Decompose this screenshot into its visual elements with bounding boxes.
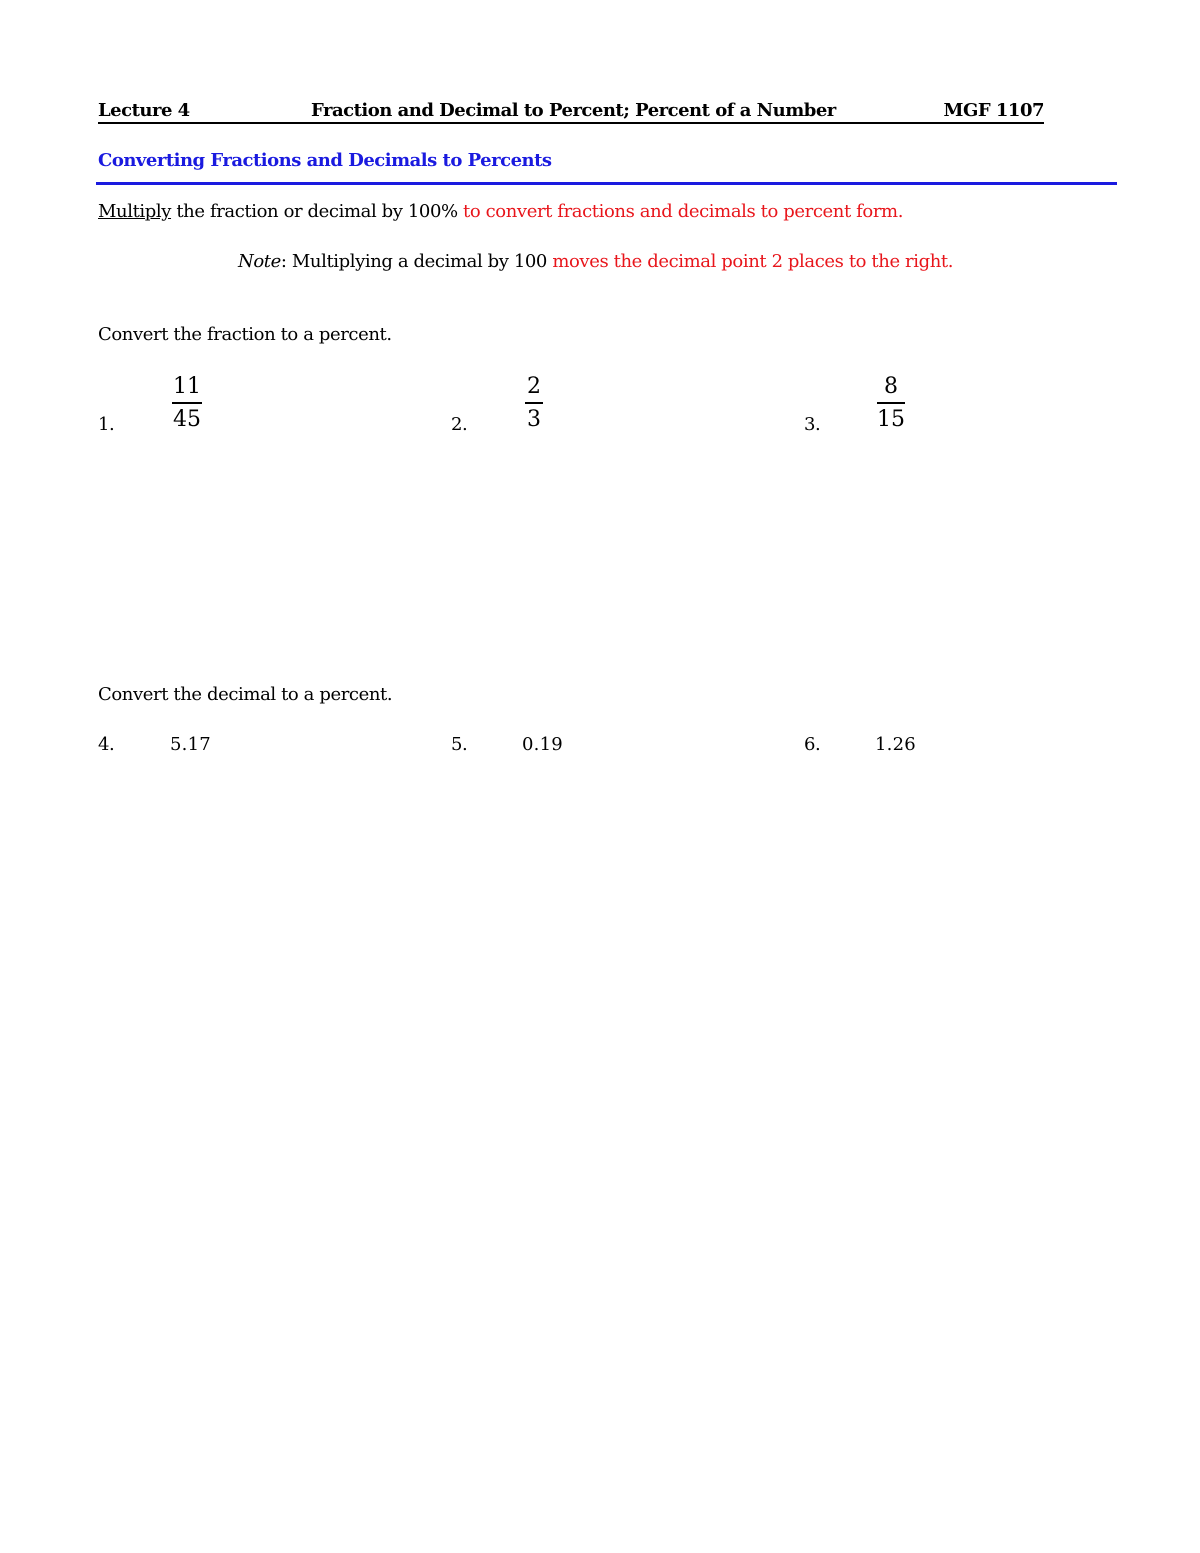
header-course: MGF 1107: [943, 100, 1044, 121]
problem-1-fraction: [170, 374, 204, 433]
rule-keyword: Multiply: [98, 201, 172, 222]
fraction-bar: [172, 402, 202, 404]
problem-1-numerator: 11: [173, 374, 201, 399]
fraction-bar: [877, 402, 905, 404]
header-lecture: Lecture 4: [98, 100, 190, 121]
page-header: [98, 98, 1044, 124]
problem-6-number: 6.: [804, 734, 821, 755]
header-topic: Fraction and Decimal to Percent; Percent of a Number: [311, 100, 836, 121]
note-text: : Multiplying a decimal by 100: [280, 251, 547, 272]
problem-2-numerator: 2: [527, 374, 541, 399]
fraction-prompt: Convert the fraction to a percent.: [98, 324, 392, 345]
rule-statement: [98, 201, 903, 222]
problem-1-number: 1.: [98, 414, 115, 435]
problem-3-denominator: 15: [877, 406, 905, 432]
problem-3-fraction: [875, 374, 907, 433]
problem-3-number: 3.: [804, 414, 821, 435]
problem-4-value: 5.17: [170, 734, 211, 755]
problem-2-fraction: [523, 374, 545, 433]
problem-2-number: 2.: [451, 414, 468, 435]
section-title: Converting Fractions and Decimals to Percents: [98, 150, 552, 171]
fraction-bar: [525, 402, 543, 404]
problem-3-numerator: 8: [884, 374, 898, 399]
note-statement: [238, 251, 953, 272]
decimal-prompt: Convert the decimal to a percent.: [98, 684, 393, 705]
problem-1-denominator: 45: [173, 406, 201, 432]
note-emphasis: moves the decimal point 2 places to the right.: [547, 251, 954, 272]
problem-2-denominator: 3: [527, 406, 541, 432]
problem-4-number: 4.: [98, 734, 115, 755]
problem-6-value: 1.26: [875, 734, 916, 755]
rule-emphasis: to convert fractions and decimals to percent form.: [457, 201, 904, 222]
rule-text: the fraction or decimal by 100%: [171, 201, 458, 222]
problem-5-number: 5.: [451, 734, 468, 755]
note-label: Note: [238, 251, 281, 272]
section-divider: [96, 182, 1117, 185]
problem-5-value: 0.19: [522, 734, 563, 755]
